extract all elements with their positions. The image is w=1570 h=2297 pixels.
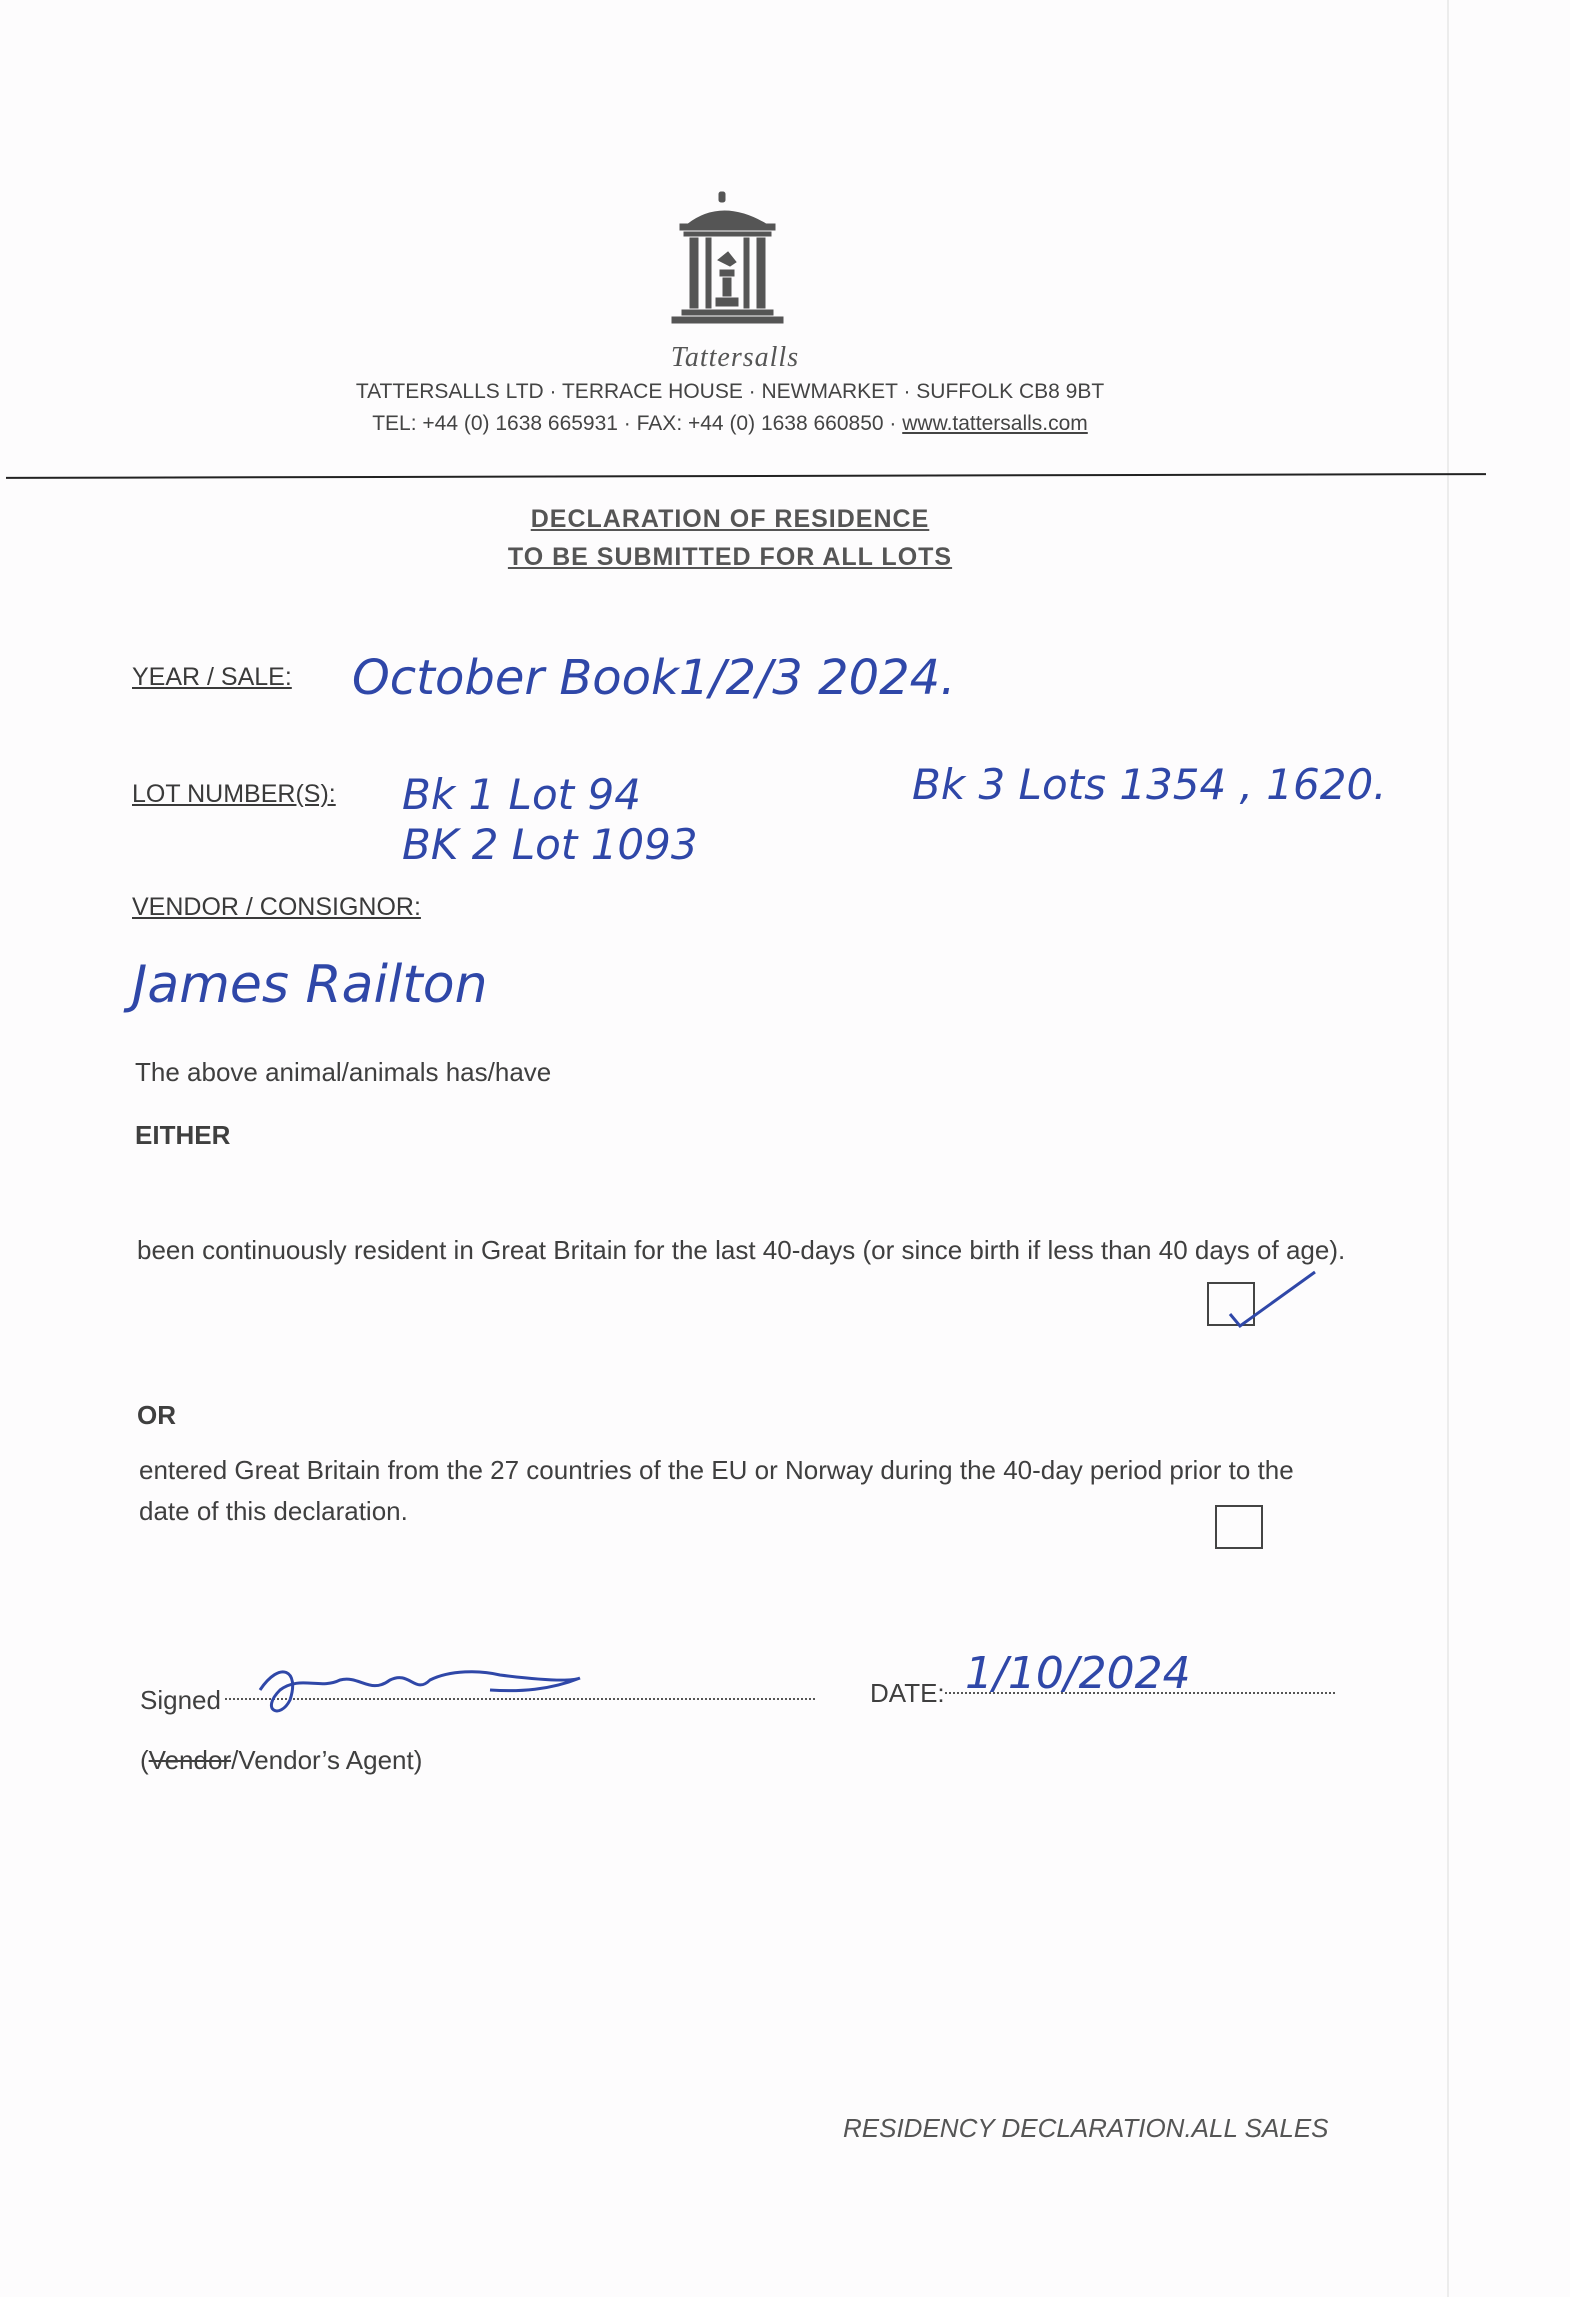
website-link[interactable]: www.tattersalls.com — [902, 412, 1088, 435]
lots-line-2[interactable]: BK 2 Lot 1093 — [402, 820, 698, 869]
date-value[interactable]: 1/10/2024 — [965, 1648, 1191, 1699]
footer-text: RESIDENCY DECLARATION.ALL SALES — [843, 2113, 1329, 2143]
title-line-2: TO BE SUBMITTED FOR ALL LOTS — [507, 543, 953, 571]
handwritten-signature[interactable] — [240, 1650, 600, 1730]
lot-numbers-label: LOT NUMBER(S): — [132, 780, 336, 808]
vendor-label: VENDOR / CONSIGNOR: — [132, 893, 421, 921]
vendor-value[interactable]: James Railton — [132, 955, 488, 1015]
option-1-text: been continuously resident in Great Britain for the last 40-days (or since birth if less than 40 days of age). — [137, 1235, 1346, 1265]
role-open: ( — [140, 1745, 149, 1775]
signatory-role — [140, 1740, 422, 1781]
page-edge — [1447, 0, 1449, 2297]
brand-name: Tattersalls — [670, 342, 800, 373]
lots-line-1[interactable]: Bk 1 Lot 94 — [402, 770, 641, 819]
title-line-1: DECLARATION OF RESIDENCE — [530, 505, 930, 533]
lots-bk3[interactable]: Bk 3 Lots 1354 , 1620. — [912, 760, 1387, 809]
header-divider — [6, 473, 1486, 479]
date-label: DATE: — [870, 1678, 945, 1708]
tattersalls-rotunda-logo — [660, 190, 795, 340]
signed-label: Signed — [140, 1685, 221, 1715]
checkmark-icon — [1210, 1262, 1320, 1332]
option-2-text: entered Great Britain from the 27 countries of the EU or Norway during the 40-day period prior to the date of this declaration. — [139, 1455, 1294, 1526]
option-2-checkbox[interactable] — [1215, 1505, 1263, 1549]
or-label: OR — [137, 1400, 176, 1430]
year-sale-value[interactable]: October Book1/2/3 2024. — [352, 650, 956, 706]
letterhead-contact — [260, 412, 1200, 436]
role-rest: /Vendor’s Agent) — [231, 1745, 423, 1775]
letterhead-address: TATTERSALLS LTD · TERRACE HOUSE · NEWMARKET · SUFFOLK CB8 9BT — [355, 380, 1105, 403]
intro-text: The above animal/animals has/have — [135, 1057, 552, 1087]
either-label: EITHER — [135, 1120, 231, 1150]
contact-numbers: TEL: +44 (0) 1638 665931 · FAX: +44 (0) 1638 660850 · — [372, 412, 903, 435]
role-struck: Vendor — [148, 1745, 232, 1775]
year-sale-label: YEAR / SALE: — [132, 663, 292, 691]
